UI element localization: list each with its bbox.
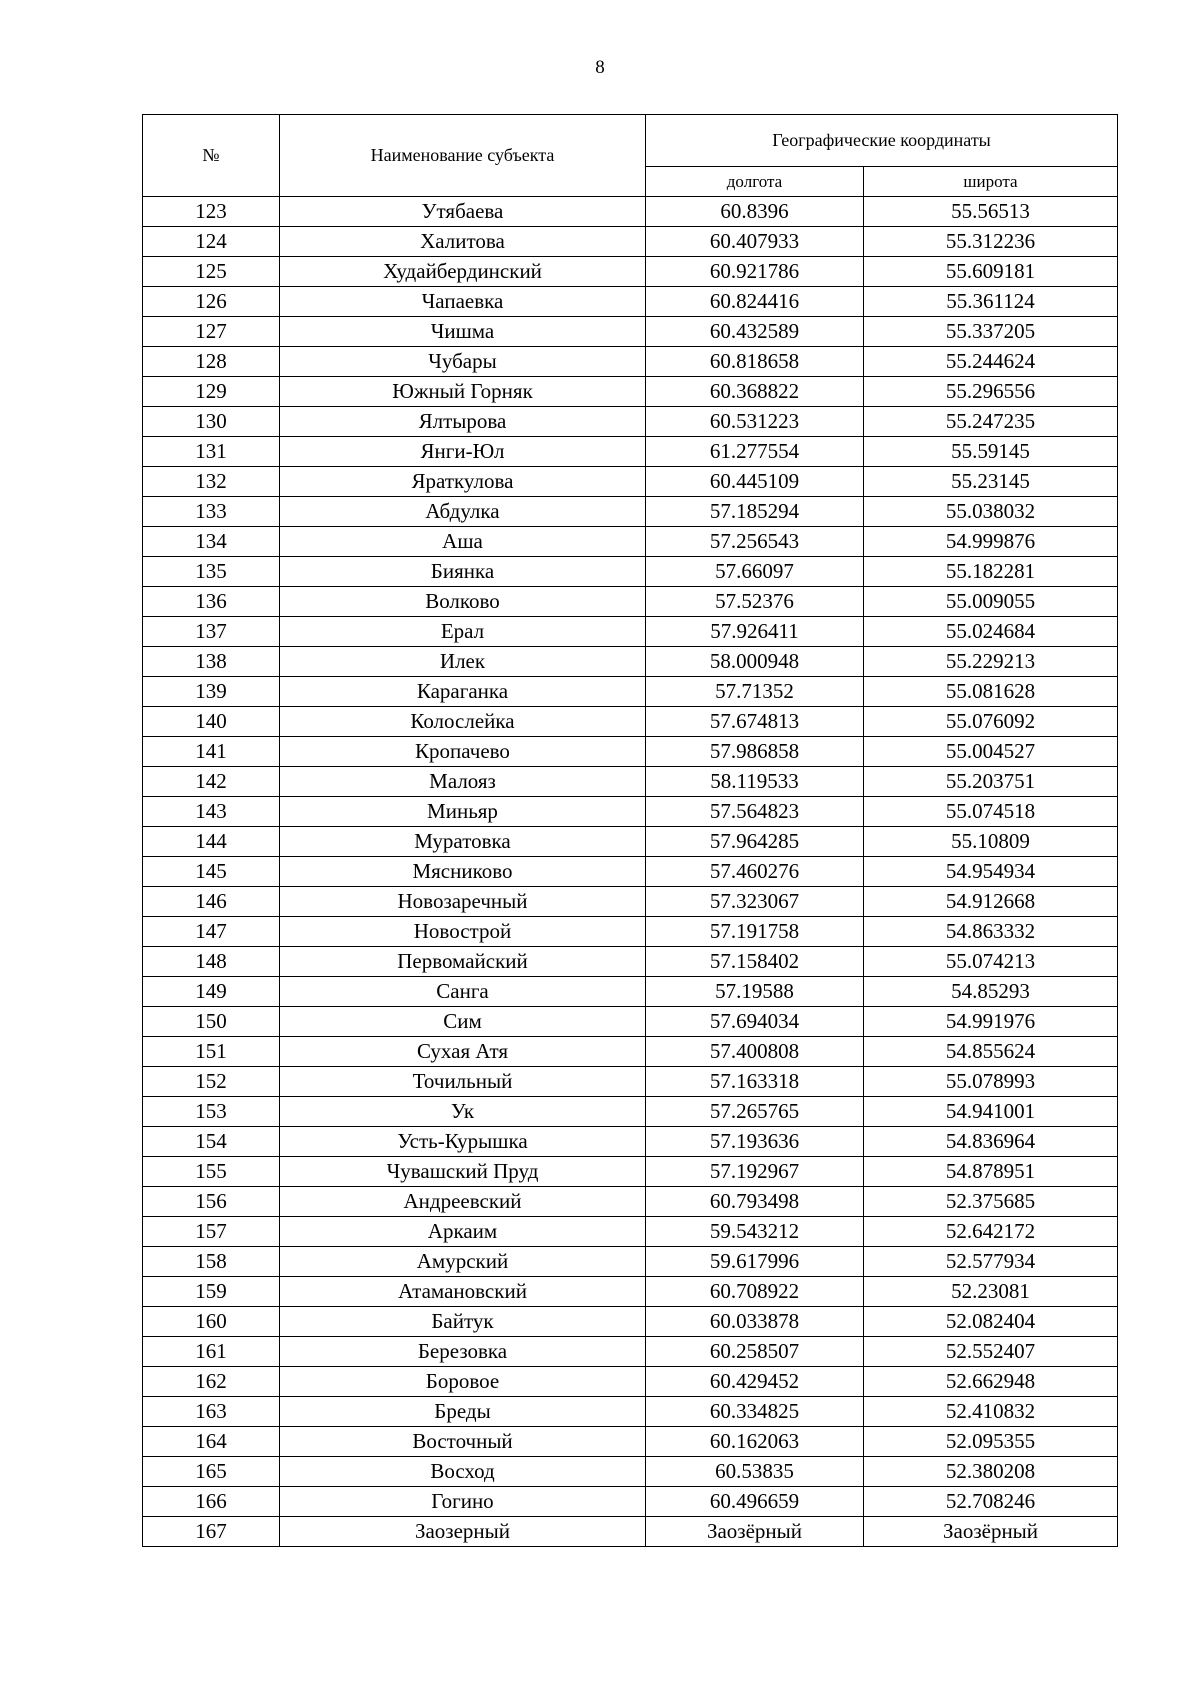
latitude-cell: 54.855624 [864, 1037, 1118, 1067]
table-row [143, 947, 1118, 977]
row-number-cell: 128 [143, 347, 280, 377]
latitude-cell: 54.912668 [864, 887, 1118, 917]
longitude-cell: 57.265765 [646, 1097, 864, 1127]
longitude-cell: 60.793498 [646, 1187, 864, 1217]
subject-name-cell: Сухая Атя [280, 1037, 646, 1067]
latitude-cell: 52.380208 [864, 1457, 1118, 1487]
latitude-cell: 52.552407 [864, 1337, 1118, 1367]
latitude-cell: 55.247235 [864, 407, 1118, 437]
latitude-cell: 55.078993 [864, 1067, 1118, 1097]
row-number-cell: 134 [143, 527, 280, 557]
longitude-cell: 57.256543 [646, 527, 864, 557]
table-row [143, 1457, 1118, 1487]
row-number-cell: 131 [143, 437, 280, 467]
longitude-cell: 60.818658 [646, 347, 864, 377]
table-row [143, 1367, 1118, 1397]
row-number-cell: 163 [143, 1397, 280, 1427]
table-row [143, 467, 1118, 497]
row-number-cell: 159 [143, 1277, 280, 1307]
subject-name-cell: Ук [280, 1097, 646, 1127]
latitude-cell: 55.312236 [864, 227, 1118, 257]
row-number-cell: 144 [143, 827, 280, 857]
subject-name-cell: Чубары [280, 347, 646, 377]
table-row [143, 527, 1118, 557]
subject-name-cell: Усть-Курышка [280, 1127, 646, 1157]
table-row [143, 437, 1118, 467]
latitude-cell: 55.56513 [864, 197, 1118, 227]
latitude-cell: 55.229213 [864, 647, 1118, 677]
longitude-cell: 60.824416 [646, 287, 864, 317]
longitude-cell: 57.986858 [646, 737, 864, 767]
table-row [143, 227, 1118, 257]
latitude-cell: 55.244624 [864, 347, 1118, 377]
longitude-cell: 61.277554 [646, 437, 864, 467]
table-row [143, 1487, 1118, 1517]
table-row [143, 347, 1118, 377]
longitude-cell: 57.191758 [646, 917, 864, 947]
subject-name-cell: Первомайский [280, 947, 646, 977]
table-row [143, 1427, 1118, 1457]
longitude-cell: 60.368822 [646, 377, 864, 407]
longitude-cell: 60.258507 [646, 1337, 864, 1367]
subject-name-cell: Мясниково [280, 857, 646, 887]
row-number-cell: 138 [143, 647, 280, 677]
subject-name-cell: Сим [280, 1007, 646, 1037]
latitude-cell: 55.074213 [864, 947, 1118, 977]
latitude-cell: 54.878951 [864, 1157, 1118, 1187]
table-row [143, 497, 1118, 527]
subject-name-cell: Биянка [280, 557, 646, 587]
longitude-cell: 60.033878 [646, 1307, 864, 1337]
row-number-cell: 162 [143, 1367, 280, 1397]
row-number-cell: 151 [143, 1037, 280, 1067]
subject-name-cell: Янги-Юл [280, 437, 646, 467]
longitude-cell: 60.53835 [646, 1457, 864, 1487]
table-row [143, 1127, 1118, 1157]
table-row [143, 377, 1118, 407]
row-number-cell: 129 [143, 377, 280, 407]
longitude-cell: 57.400808 [646, 1037, 864, 1067]
subject-name-cell: Худайбердинский [280, 257, 646, 287]
subject-name-cell: Аркаим [280, 1217, 646, 1247]
latitude-cell: 54.863332 [864, 917, 1118, 947]
subject-name-cell: Утябаева [280, 197, 646, 227]
table-row [143, 1187, 1118, 1217]
row-number-cell: 141 [143, 737, 280, 767]
latitude-cell: 55.23145 [864, 467, 1118, 497]
longitude-cell: 57.192967 [646, 1157, 864, 1187]
table-row [143, 317, 1118, 347]
longitude-cell: 57.52376 [646, 587, 864, 617]
page-number: 8 [595, 57, 605, 78]
row-number-cell: 135 [143, 557, 280, 587]
longitude-cell: 59.543212 [646, 1217, 864, 1247]
latitude-cell: 55.337205 [864, 317, 1118, 347]
longitude-cell: 60.432589 [646, 317, 864, 347]
row-number-cell: 125 [143, 257, 280, 287]
subject-name-cell: Восточный [280, 1427, 646, 1457]
table-row [143, 1217, 1118, 1247]
subject-name-cell: Восход [280, 1457, 646, 1487]
subject-name-cell: Волково [280, 587, 646, 617]
row-number-cell: 127 [143, 317, 280, 347]
longitude-cell: 57.158402 [646, 947, 864, 977]
row-number-cell: 148 [143, 947, 280, 977]
latitude-cell: 55.296556 [864, 377, 1118, 407]
latitude-cell: 52.410832 [864, 1397, 1118, 1427]
table-row [143, 1007, 1118, 1037]
table-row [143, 1517, 1118, 1547]
subject-name-cell: Чапаевка [280, 287, 646, 317]
row-number-cell: 145 [143, 857, 280, 887]
latitude-cell: 52.082404 [864, 1307, 1118, 1337]
subject-name-cell: Чувашский Пруд [280, 1157, 646, 1187]
table-row [143, 1097, 1118, 1127]
table-row [143, 917, 1118, 947]
longitude-cell: 60.708922 [646, 1277, 864, 1307]
longitude-cell: 60.8396 [646, 197, 864, 227]
row-number-cell: 164 [143, 1427, 280, 1457]
longitude-cell: 57.163318 [646, 1067, 864, 1097]
latitude-cell: 52.662948 [864, 1367, 1118, 1397]
table-row [143, 557, 1118, 587]
row-number-cell: 158 [143, 1247, 280, 1277]
latitude-cell: 52.23081 [864, 1277, 1118, 1307]
latitude-cell: 52.095355 [864, 1427, 1118, 1457]
table-row [143, 257, 1118, 287]
subject-name-cell: Байтук [280, 1307, 646, 1337]
row-number-cell: 123 [143, 197, 280, 227]
longitude-cell: 58.000948 [646, 647, 864, 677]
subject-name-cell: Точильный [280, 1067, 646, 1097]
subject-name-cell: Ерал [280, 617, 646, 647]
subject-name-cell: Амурский [280, 1247, 646, 1277]
row-number-cell: 160 [143, 1307, 280, 1337]
latitude-cell: Заозёрный [864, 1517, 1118, 1547]
row-number-cell: 137 [143, 617, 280, 647]
row-number-cell: 167 [143, 1517, 280, 1547]
subject-name-cell: Колослейка [280, 707, 646, 737]
longitude-cell: 60.531223 [646, 407, 864, 437]
latitude-cell: 52.708246 [864, 1487, 1118, 1517]
subject-name-cell: Кропачево [280, 737, 646, 767]
subject-name-cell: Миньяр [280, 797, 646, 827]
table-row [143, 887, 1118, 917]
latitude-cell: 55.361124 [864, 287, 1118, 317]
table-row [143, 677, 1118, 707]
subject-name-cell: Караганка [280, 677, 646, 707]
longitude-cell: 57.185294 [646, 497, 864, 527]
longitude-cell: 60.496659 [646, 1487, 864, 1517]
row-number-cell: 155 [143, 1157, 280, 1187]
table-row [143, 1067, 1118, 1097]
table-body [143, 197, 1118, 1547]
subject-name-cell: Новозаречный [280, 887, 646, 917]
table-row [143, 797, 1118, 827]
longitude-cell: 57.694034 [646, 1007, 864, 1037]
longitude-cell: 57.674813 [646, 707, 864, 737]
subject-name-cell: Халитова [280, 227, 646, 257]
row-number-cell: 132 [143, 467, 280, 497]
latitude-cell: 52.577934 [864, 1247, 1118, 1277]
subject-name-cell: Аша [280, 527, 646, 557]
row-number-cell: 136 [143, 587, 280, 617]
row-number-cell: 143 [143, 797, 280, 827]
subject-name-cell: Заозерный [280, 1517, 646, 1547]
subject-name-cell: Гогино [280, 1487, 646, 1517]
row-number-cell: 156 [143, 1187, 280, 1217]
longitude-cell: 57.71352 [646, 677, 864, 707]
longitude-cell: 57.66097 [646, 557, 864, 587]
latitude-cell: 55.009055 [864, 587, 1118, 617]
subject-name-cell: Илек [280, 647, 646, 677]
table-row [143, 827, 1118, 857]
longitude-cell: 57.564823 [646, 797, 864, 827]
table-row [143, 1037, 1118, 1067]
row-number-cell: 124 [143, 227, 280, 257]
row-number-cell: 139 [143, 677, 280, 707]
row-number-cell: 166 [143, 1487, 280, 1517]
subject-name-cell: Бреды [280, 1397, 646, 1427]
latitude-cell: 55.038032 [864, 497, 1118, 527]
latitude-cell: 52.642172 [864, 1217, 1118, 1247]
latitude-cell: 54.999876 [864, 527, 1118, 557]
longitude-cell: 58.119533 [646, 767, 864, 797]
row-number-cell: 165 [143, 1457, 280, 1487]
table-row [143, 737, 1118, 767]
subject-name-cell: Ялтырова [280, 407, 646, 437]
table-row [143, 407, 1118, 437]
row-number-cell: 149 [143, 977, 280, 1007]
longitude-cell: 60.429452 [646, 1367, 864, 1397]
subject-name-cell: Чишма [280, 317, 646, 347]
row-number-cell: 146 [143, 887, 280, 917]
longitude-cell: 57.19588 [646, 977, 864, 1007]
subject-name-cell: Атамановский [280, 1277, 646, 1307]
header-longitude: долгота [646, 167, 864, 197]
longitude-cell: 60.407933 [646, 227, 864, 257]
longitude-cell: 57.926411 [646, 617, 864, 647]
table-row [143, 1337, 1118, 1367]
table-row [143, 1397, 1118, 1427]
table-row [143, 857, 1118, 887]
latitude-cell: 55.203751 [864, 767, 1118, 797]
latitude-cell: 55.182281 [864, 557, 1118, 587]
latitude-cell: 52.375685 [864, 1187, 1118, 1217]
header-name: Наименование субъекта [280, 115, 646, 197]
longitude-cell: 57.460276 [646, 857, 864, 887]
header-coordinates: Географические координаты [646, 115, 1118, 167]
longitude-cell: Заозёрный [646, 1517, 864, 1547]
row-number-cell: 126 [143, 287, 280, 317]
row-number-cell: 152 [143, 1067, 280, 1097]
row-number-cell: 130 [143, 407, 280, 437]
subject-name-cell: Березовка [280, 1337, 646, 1367]
row-number-cell: 142 [143, 767, 280, 797]
table-row [143, 287, 1118, 317]
row-number-cell: 147 [143, 917, 280, 947]
table-row [143, 977, 1118, 1007]
subject-name-cell: Яраткулова [280, 467, 646, 497]
row-number-cell: 133 [143, 497, 280, 527]
row-number-cell: 154 [143, 1127, 280, 1157]
longitude-cell: 60.334825 [646, 1397, 864, 1427]
table-row [143, 1307, 1118, 1337]
row-number-cell: 157 [143, 1217, 280, 1247]
latitude-cell: 55.024684 [864, 617, 1118, 647]
longitude-cell: 60.921786 [646, 257, 864, 287]
subject-name-cell: Боровое [280, 1367, 646, 1397]
longitude-cell: 59.617996 [646, 1247, 864, 1277]
latitude-cell: 55.10809 [864, 827, 1118, 857]
latitude-cell: 54.85293 [864, 977, 1118, 1007]
longitude-cell: 57.323067 [646, 887, 864, 917]
longitude-cell: 60.445109 [646, 467, 864, 497]
latitude-cell: 55.074518 [864, 797, 1118, 827]
header-latitude: широта [864, 167, 1118, 197]
latitude-cell: 54.991976 [864, 1007, 1118, 1037]
subject-name-cell: Малояз [280, 767, 646, 797]
latitude-cell: 54.941001 [864, 1097, 1118, 1127]
table-row [143, 647, 1118, 677]
subject-name-cell: Южный Горняк [280, 377, 646, 407]
coordinates-table [142, 114, 1118, 1547]
longitude-cell: 57.964285 [646, 827, 864, 857]
latitude-cell: 54.954934 [864, 857, 1118, 887]
row-number-cell: 161 [143, 1337, 280, 1367]
table-row [143, 1247, 1118, 1277]
longitude-cell: 60.162063 [646, 1427, 864, 1457]
latitude-cell: 55.609181 [864, 257, 1118, 287]
subject-name-cell: Абдулка [280, 497, 646, 527]
subject-name-cell: Санга [280, 977, 646, 1007]
header-number: № [143, 115, 280, 197]
subject-name-cell: Муратовка [280, 827, 646, 857]
subject-name-cell: Новострой [280, 917, 646, 947]
subject-name-cell: Андреевский [280, 1187, 646, 1217]
table-row [143, 1277, 1118, 1307]
row-number-cell: 150 [143, 1007, 280, 1037]
table-row [143, 617, 1118, 647]
row-number-cell: 140 [143, 707, 280, 737]
latitude-cell: 55.081628 [864, 677, 1118, 707]
latitude-cell: 55.076092 [864, 707, 1118, 737]
table-row [143, 767, 1118, 797]
latitude-cell: 55.004527 [864, 737, 1118, 767]
latitude-cell: 55.59145 [864, 437, 1118, 467]
longitude-cell: 57.193636 [646, 1127, 864, 1157]
table-row [143, 707, 1118, 737]
latitude-cell: 54.836964 [864, 1127, 1118, 1157]
table-row [143, 587, 1118, 617]
table-row [143, 197, 1118, 227]
table-row [143, 1157, 1118, 1187]
row-number-cell: 153 [143, 1097, 280, 1127]
